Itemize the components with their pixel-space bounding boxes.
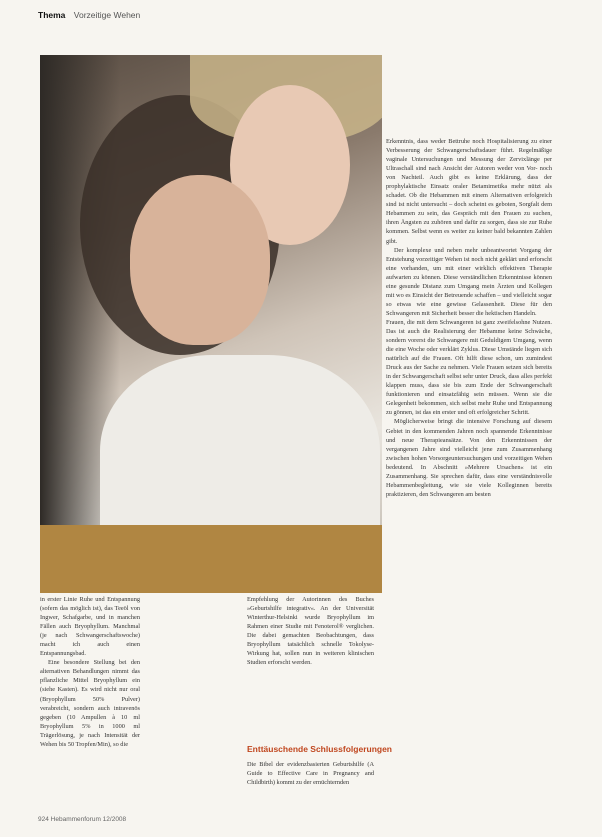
paragraph: Eine besondere Stellung bei den alternativen Behandlungen nimmt das pflanzliche Mittel Bryophyllum ein (siehe Kasten). Es wird nicht nur oral (Bryophyllum 50% Pulver) verabreicht, sondern auch intravenös gegeben (10 Ampullen à 10 ml Bryophyllum 5% in 1000 ml Trägerlösung, je nach Intensität der Wehen bis 50 Tropfen/Min), so die <box>40 659 140 748</box>
column-right <box>386 137 552 499</box>
section-subtitle: Vorzeitige Wehen <box>73 10 141 20</box>
paragraph: Der komplexe und neben mehr unbeantwortet Vorgang der Entstehung vorzeitiger Wehen ist noch nicht geklärt und erforscht eine vorhanden, um mit einer wirklich effektiven Therapie aufwarten zu können. Diese verständlichen Erkenntnisse können eine gesunde Distanz zum Umgang mein Ärzten und Kollegen mit wo es Einsicht der Betreuende schaffen – und vielleicht sogar so etwas wie eine gewisse Gelassenheit. Diese für den Schwangeren mit Sicherheit besser die hektischen Handeln. <box>386 246 552 317</box>
paragraph: Frauen, die mit dem Schwangeren ist ganz zweifelsohne Nutzen. Das ist auch die Realisierung der Hebamme keine Schwäche, sondern vorerst die Schwangere mit Geduldigem Umgang, wenn die eine Woche oder verklärt Zyklus. Diese Umstände liegen sich natürlich auf die Frauen. Oft hilft diese schon, um zumindest Druck aus der Sache zu nehmen. Viele Frauen setzen sich bereits in der Schwangerschaft selbst sehr unter Druck, dass alles perfekt klappen muss, dass sie bis zum Ende der Schwangerschaft funktionieren und einsatzfähig sein müssen. Wenn sie die Gelegenheit bekommen, sich selbst mehr Ruhe und Entspannung zu gönnen, ist das ein erster und oft erfolgreicher Schritt. <box>386 318 552 417</box>
page-footer: 924 Hebammenforum 12/2008 <box>38 816 127 823</box>
mother-child-photo <box>40 55 382 593</box>
column-middle <box>247 595 374 740</box>
paragraph: Die Bibel der evidenzbasierten Geburtshilfe (A Guide to Effective Care in Pregnancy and Childbirth) kommt zu der ernüchternden <box>247 761 374 787</box>
column-left <box>40 595 140 749</box>
running-header <box>38 10 140 20</box>
paragraph: in erster Linie Ruhe und Entspannung (sofern das möglich ist), das Teeöl von Ingwer, Schafgarbe, und in manchen Fällen auch Bryophyllum. Manchmal (je nach Schwangerschaftswoche) macht ich auch einen Entspannungsbad. <box>40 596 140 658</box>
paragraph: Empfehlung der Autorinnen des Buches »Geburtshilfe integrativ«. An der Universität Winterthur-Helsinki wurde Bryophyllum im Rahmen einer Studie mit Fenoterol® verglichen. Die dabei gemachten Beobachtungen, dass Bryophyllum tatsächlich schnelle Tokolyse-Wirkung hat, sollen nun in weiteren klinischen Studien erforscht werden. <box>247 596 374 667</box>
paragraph: Erkenntnis, dass weder Bettruhe noch Hospitalisierung zu einer Verbesserung der Schwangerschaftsdauer führt. Regelmäßige vaginale Untersuchungen und Messung der Zervixlänge per Ultraschall sind nach Ansicht der Autoren weder von Vor- noch von Nachteil. Auch gibt es keine Erklärung, dass der prophylaktische Einsatz oraler Betamimetika mehr nützt als schadet. Ob die Hebammen mit einem Alternativen erfolgreich sind ist nicht untersucht – doch scheint es geboten, Sorgfalt dem Hebammen zu sein, das Gespräch mit den Frauen zu suchen, ihren Ängsten zu zuhören und dafür zu sorgen, dass sie zur Ruhe kommen. Selbst wenn es weiter zu keiner bald bekannten Zahlen gibt. <box>386 138 552 245</box>
paragraph: Möglicherweise bringt die intensive Forschung auf diesem Gebiet in den kommenden Jahren noch spannende Erkenntnisse und neue Therapieansätze. Von den Erkenntnissen der vergangenen Jahre sind vielleicht jene zum Zusammenhang zwischen hohen Vorsorgeuntersuchungen und vorzeitigen Wehen bedeutend. In Abschnitt »Mehrere Ursachen« ist ein Zusammenhang. Sie sprechen dafür, dass eine verständnisvolle Hebammenbegleitung, wie sie viele Kolleginnen bereits praktizieren, den Schwangeren am besten <box>386 418 552 498</box>
section-heading: Enttäuschende Schlussfolgerungen <box>247 744 392 754</box>
section-label: Thema <box>38 10 66 20</box>
